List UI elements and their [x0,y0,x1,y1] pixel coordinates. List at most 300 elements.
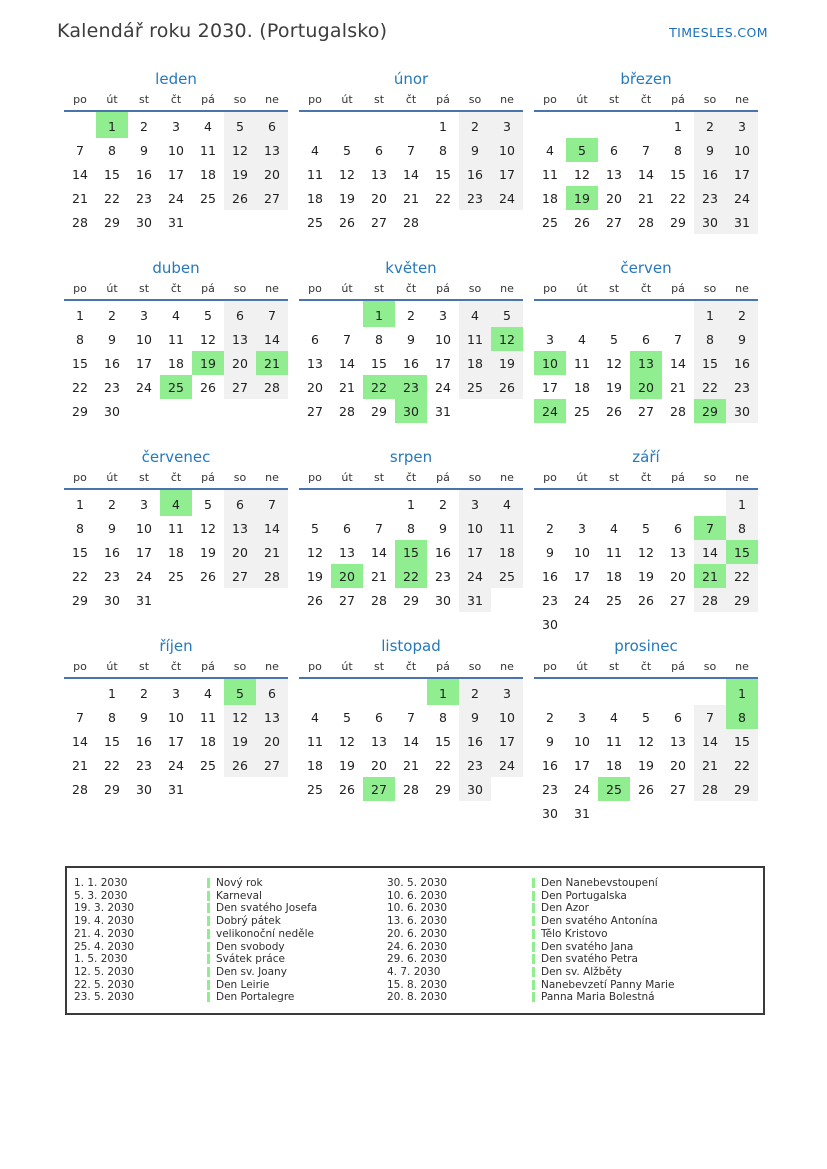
day-cell-empty [694,678,726,705]
day-cell: 31 [435,403,451,419]
months-grid [64,69,827,825]
day-cell: 25 [606,592,622,608]
holiday-date: 15. 8. 2030 [387,978,448,991]
weekday-header: po [534,92,566,111]
day-cell: 13 [339,544,355,560]
day-cell: 12 [491,327,523,351]
day-cell: 7 [674,331,682,347]
weekday-header: pá [662,281,694,300]
day-cell: 22 [670,190,686,206]
day-cell: 4 [491,489,523,516]
day-cell: 25 [491,564,523,588]
day-cell-empty [299,489,331,516]
day-cell-empty [694,801,726,825]
day-cell: 22 [435,190,451,206]
day-cell: 3 [578,709,586,725]
day-cell-empty [630,489,662,516]
day-cell-empty [299,300,331,327]
day-cell: 15 [371,355,387,371]
day-cell: 16 [542,757,558,773]
weekday-header: čt [630,281,662,300]
day-cell-empty [726,612,758,636]
day-cell-empty [694,612,726,636]
weekday-header: čt [630,659,662,678]
day-cell: 18 [200,733,216,749]
day-cell: 13 [630,351,662,375]
day-cell-empty [299,678,331,705]
day-cell: 1 [439,118,447,134]
weekday-header: so [459,470,491,489]
day-cell: 2 [459,111,491,138]
day-cell-empty [128,399,160,423]
day-cell: 8 [439,142,447,158]
day-cell: 18 [168,544,184,560]
day-cell: 21 [371,568,387,584]
weekday-header: po [299,92,331,111]
month-title: březen [620,70,672,88]
weekday-header: st [363,659,395,678]
holiday-marker-icon [532,929,535,939]
day-cell: 20 [670,757,686,773]
day-cell: 18 [459,351,491,375]
day-cell: 27 [256,753,288,777]
weekday-header: so [694,92,726,111]
month-6 [534,258,758,447]
weekday-header: ne [491,470,523,489]
day-cell: 8 [439,709,447,725]
weekday-header: so [224,281,256,300]
day-cell-empty [598,678,630,705]
weekday-header: ne [726,659,758,678]
day-cell: 6 [674,709,682,725]
weekday-header: st [363,281,395,300]
day-cell-empty [160,399,192,423]
day-cell-empty [395,111,427,138]
day-cell: 17 [136,355,152,371]
day-cell-empty [224,210,256,234]
holiday-name [207,953,387,966]
day-cell: 22 [395,564,427,588]
day-cell: 20 [224,540,256,564]
day-cell: 6 [343,520,351,536]
day-cell: 11 [200,709,216,725]
weekday-header: st [128,470,160,489]
day-cell: 23 [136,757,152,773]
day-cell-empty [192,588,224,612]
day-cell: 23 [694,186,726,210]
day-cell-empty [630,801,662,825]
site-link[interactable]: TIMESLES.COM [669,25,768,40]
day-cell: 5 [343,709,351,725]
day-cell: 2 [546,709,554,725]
weekday-header: pá [192,470,224,489]
holiday-marker-icon [207,878,210,888]
day-cell: 7 [694,705,726,729]
day-cell: 9 [546,733,554,749]
day-cell-empty [662,801,694,825]
day-cell: 4 [204,685,212,701]
day-cell: 12 [307,544,323,560]
day-cell: 18 [606,568,622,584]
day-cell: 23 [104,379,120,395]
day-cell: 30 [694,210,726,234]
holiday-marker-icon [207,942,210,952]
holiday-name [532,966,759,979]
day-cell: 30 [542,616,558,632]
weekday-header: čt [160,470,192,489]
holiday-name-label: Nový rok [216,877,263,889]
day-cell: 19 [339,757,355,773]
holiday-date: 20. 8. 2030 [387,991,448,1004]
month-title: listopad [381,637,441,655]
day-cell: 20 [224,351,256,375]
day-cell: 11 [542,166,558,182]
holiday-date: 10. 6. 2030 [387,902,448,915]
day-cell: 19 [638,568,654,584]
day-cell-empty [662,678,694,705]
day-cell: 6 [256,678,288,705]
day-cell: 17 [574,568,590,584]
day-cell: 11 [459,327,491,351]
day-cell: 26 [200,379,216,395]
day-cell: 29 [104,214,120,230]
weekday-header: pá [192,659,224,678]
day-cell: 3 [172,118,180,134]
holiday-name-label: Dobrý pátek [216,915,281,928]
day-cell-empty [630,111,662,138]
day-cell: 2 [694,111,726,138]
day-cell: 17 [491,162,523,186]
day-cell: 4 [610,520,618,536]
day-cell: 27 [339,592,355,608]
day-cell: 3 [459,489,491,516]
weekday-header: pá [662,470,694,489]
day-cell: 30 [136,781,152,797]
day-cell: 14 [72,166,88,182]
holiday-date: 13. 6. 2030 [387,915,448,928]
day-cell: 9 [140,142,148,158]
weekday-header: ne [256,659,288,678]
day-cell: 8 [375,331,383,347]
day-cell: 22 [726,564,758,588]
holiday-date: 23. 5. 2030 [74,991,135,1004]
day-cell-empty [598,489,630,516]
weekday-header: ne [256,92,288,111]
day-cell: 23 [435,568,451,584]
holiday-marker-icon [207,980,210,990]
day-cell-empty [192,777,224,801]
day-cell: 21 [339,379,355,395]
day-cell: 13 [670,544,686,560]
day-cell: 5 [343,142,351,158]
day-cell: 10 [168,709,184,725]
month-10 [64,636,288,825]
holiday-name [207,902,387,915]
day-cell-empty [566,300,598,327]
weekday-header: čt [395,470,427,489]
day-cell: 22 [104,757,120,773]
day-cell: 27 [363,777,395,801]
day-cell: 1 [407,496,415,512]
day-cell: 29 [371,403,387,419]
day-cell: 7 [694,516,726,540]
weekday-header: po [299,281,331,300]
day-cell: 26 [224,753,256,777]
holiday-marker-icon [532,967,535,977]
day-cell: 21 [72,757,88,773]
day-cell: 13 [224,516,256,540]
day-cell: 18 [168,355,184,371]
day-cell: 8 [108,142,116,158]
month-4 [64,258,288,447]
day-cell: 4 [610,709,618,725]
day-cell-empty [598,300,630,327]
day-cell: 8 [76,331,84,347]
holiday-name-label: Nanebevzetí Panny Marie [541,978,675,991]
holiday-name-label: velikonoční neděle [216,927,315,940]
holiday-date: 25. 4. 2030 [74,940,135,953]
weekday-header: čt [630,470,662,489]
day-cell: 3 [172,685,180,701]
weekday-header: st [598,470,630,489]
day-cell: 9 [439,520,447,536]
month-title: říjen [159,637,193,655]
day-cell-empty [256,210,288,234]
day-cell: 16 [136,733,152,749]
day-cell: 10 [435,331,451,347]
day-cell-empty [395,678,427,705]
holiday-name [207,979,387,992]
day-cell: 31 [168,214,184,230]
day-cell: 9 [694,138,726,162]
day-cell: 28 [256,564,288,588]
day-cell: 17 [168,733,184,749]
day-cell: 26 [638,781,654,797]
day-cell: 27 [256,186,288,210]
day-cell: 4 [311,709,319,725]
weekday-header: ne [491,659,523,678]
day-cell: 13 [670,733,686,749]
day-cell: 3 [439,307,447,323]
holiday-name-label: Den svatého Josefa [216,902,318,915]
holiday-name [207,928,387,941]
day-cell: 11 [606,733,622,749]
weekday-header: pá [662,92,694,111]
day-cell-empty [662,612,694,636]
day-cell: 24 [168,757,184,773]
day-cell-empty [224,777,256,801]
holiday-date: 5. 3. 2030 [74,889,128,902]
day-cell-empty [64,678,96,705]
holiday-name-label: Den Leirie [216,978,270,991]
day-cell: 27 [670,781,686,797]
day-cell: 24 [136,379,152,395]
day-cell-empty [598,801,630,825]
day-cell: 22 [72,379,88,395]
page-title: Kalendář roku 2030. (Portugalsko) [57,20,388,42]
holiday-name-label: Den svatého Antonína [541,915,658,928]
weekday-header: st [598,659,630,678]
weekday-header: pá [192,92,224,111]
day-cell: 27 [224,375,256,399]
day-cell-empty [491,399,523,423]
day-cell: 29 [670,214,686,230]
day-cell: 23 [542,781,558,797]
day-cell: 10 [459,516,491,540]
day-cell: 18 [491,540,523,564]
holiday-name [207,941,387,954]
day-cell-empty [630,612,662,636]
day-cell: 22 [104,190,120,206]
day-cell: 14 [72,733,88,749]
day-cell: 6 [224,300,256,327]
day-cell: 7 [343,331,351,347]
day-cell: 4 [311,142,319,158]
day-cell-empty [256,777,288,801]
day-cell: 28 [72,781,88,797]
day-cell: 14 [256,327,288,351]
day-cell: 1 [363,300,395,327]
day-cell: 14 [371,544,387,560]
day-cell: 7 [375,520,383,536]
day-cell: 25 [574,403,590,419]
day-cell: 6 [311,331,319,347]
month-title: červen [620,259,672,277]
day-cell: 3 [491,678,523,705]
day-cell: 16 [726,351,758,375]
day-cell: 23 [459,186,491,210]
day-cell-empty [331,489,363,516]
day-cell: 29 [435,781,451,797]
holiday-name-label: Den Azor [541,902,589,915]
holiday-marker-icon [532,992,535,1002]
day-cell-empty [160,588,192,612]
weekday-header: čt [630,92,662,111]
holiday-name-label: Den svatého Jana [541,940,634,953]
day-cell: 15 [435,733,451,749]
day-cell: 22 [363,375,395,399]
page-header [0,0,827,42]
day-cell: 8 [674,142,682,158]
day-cell-empty [256,588,288,612]
month-title: květen [385,259,437,277]
day-cell: 4 [546,142,554,158]
day-cell: 15 [72,355,88,371]
month-title: prosinec [614,637,678,655]
weekday-header: po [64,281,96,300]
day-cell-empty [459,399,491,423]
day-cell: 14 [403,166,419,182]
day-cell: 16 [136,166,152,182]
day-cell: 1 [694,300,726,327]
day-cell: 5 [491,300,523,327]
day-cell: 12 [574,166,590,182]
day-cell: 22 [726,753,758,777]
day-cell: 6 [375,709,383,725]
day-cell: 16 [104,544,120,560]
month-3 [534,69,758,258]
holiday-date: 12. 5. 2030 [74,965,135,978]
day-cell: 15 [72,544,88,560]
day-cell-empty [534,489,566,516]
month-title: září [632,448,660,466]
day-cell: 16 [403,355,419,371]
holiday-name-label: Tělo Kristovo [541,927,608,940]
holiday-marker-icon [532,954,535,964]
day-cell: 24 [491,186,523,210]
holiday-name-label: Den Portugalska [541,889,627,902]
day-cell: 6 [674,520,682,536]
holiday-name [207,966,387,979]
day-cell: 7 [407,142,415,158]
day-cell-empty [491,588,523,612]
day-cell-empty [534,111,566,138]
day-cell: 28 [638,214,654,230]
weekday-header: so [694,659,726,678]
day-cell: 2 [140,118,148,134]
day-cell-empty [192,210,224,234]
day-cell: 23 [459,753,491,777]
month-title: duben [152,259,200,277]
day-cell: 18 [542,190,558,206]
day-cell: 10 [726,138,758,162]
day-cell: 13 [371,166,387,182]
weekday-header: út [331,92,363,111]
day-cell-empty [694,489,726,516]
day-cell: 19 [224,162,256,186]
day-cell: 10 [136,331,152,347]
holiday-marker-icon [532,916,535,926]
day-cell: 25 [598,777,630,801]
weekday-header: ne [491,281,523,300]
weekday-header: po [534,470,566,489]
day-cell: 27 [371,214,387,230]
day-cell: 10 [168,142,184,158]
weekday-header: ne [256,281,288,300]
day-cell: 31 [136,592,152,608]
weekday-header: so [694,281,726,300]
day-cell: 18 [307,757,323,773]
holiday-marker-icon [532,903,535,913]
day-cell: 30 [726,399,758,423]
day-cell: 20 [256,162,288,186]
day-cell: 8 [108,709,116,725]
weekday-header: so [224,92,256,111]
day-cell: 17 [542,379,558,395]
day-cell: 28 [371,592,387,608]
holiday-name [207,991,387,1004]
day-cell: 21 [403,757,419,773]
weekday-header: po [64,659,96,678]
day-cell: 10 [491,705,523,729]
day-cell: 10 [534,351,566,375]
day-cell: 27 [606,214,622,230]
day-cell-empty [598,612,630,636]
day-cell: 17 [574,757,590,773]
day-cell: 13 [256,705,288,729]
day-cell: 11 [574,355,590,371]
day-cell: 27 [638,403,654,419]
day-cell: 30 [435,592,451,608]
weekday-header: čt [395,281,427,300]
day-cell: 11 [307,166,323,182]
day-cell: 15 [395,540,427,564]
holidays-box [65,866,765,1015]
weekday-header: st [598,281,630,300]
day-cell: 25 [200,757,216,773]
day-cell: 2 [108,496,116,512]
day-cell: 26 [638,592,654,608]
